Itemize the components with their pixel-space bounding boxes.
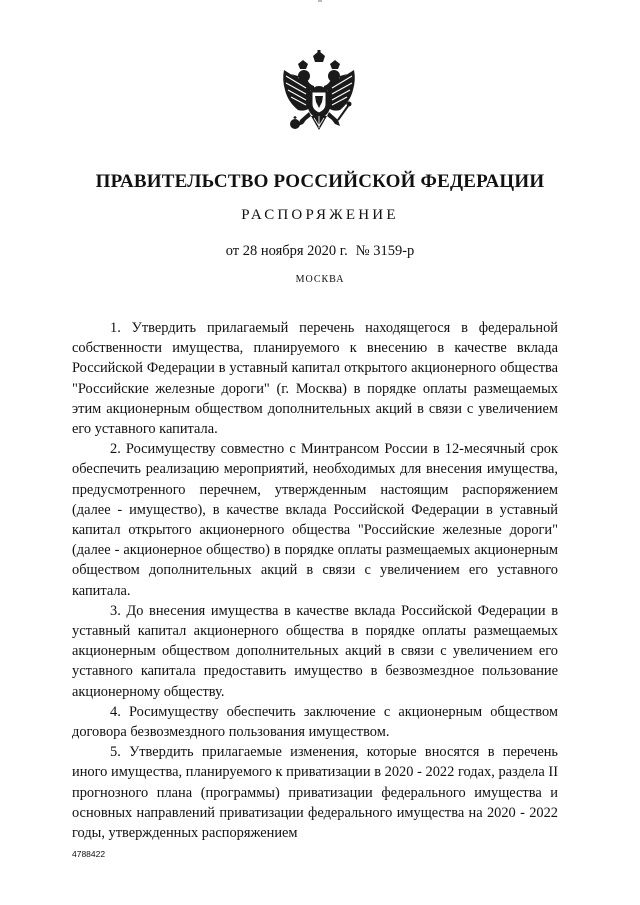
document-type: РАСПОРЯЖЕНИЕ (241, 207, 399, 223)
document-date-line (0, 243, 640, 260)
paragraph-4: 4. Росимуществу обеспечить заключение с акционерным обществом договора безвозмездного пользования имуществом. (72, 703, 558, 741)
document-date: от 28 ноября 2020 г. (225, 243, 348, 259)
paragraph-5: 5. Утвердить прилагаемые изменения, которые вносятся в перечень иного имущества, планируемого к приватизации в 2020 - 2022 годах, раздела II прогнозного плана (программы) приватизации федерального имущества и основных направлений приватизации федерального имущества на 2020 - 2022 годы, утвержденных распоряжением (72, 744, 558, 842)
footer-document-code: 4788422 (72, 849, 106, 859)
document-city: МОСКВА (295, 274, 345, 285)
document-number: № 3159-р (355, 243, 415, 259)
russian-coat-of-arms-icon (276, 50, 362, 142)
government-title: ПРАВИТЕЛЬСТВО РОССИЙСКОЙ ФЕДЕРАЦИИ (95, 171, 545, 192)
paragraph-3: 3. До внесения имущества в качестве вклада Российской Федерации в уставный капитал акционерного общества в порядке оплаты размещаемых акционерным обществом дополнительных акций в связи с увеличением его уставного капитала предоставить имущество в безвозмездное пользование акционерному обществу. (72, 602, 558, 700)
paragraph-1: 1. Утвердить прилагаемый перечень находящегося в федеральной собственности имущества, планируемого к внесению в качестве вклада Российской Федерации в уставный капитал открытого акционерного общества "Российские железные дороги" (г. Москва) в порядке оплаты размещаемых этим акционерным обществом дополнительных акций в связи с увеличением его уставного капитала. (72, 320, 558, 438)
scan-mark (318, 0, 322, 2)
document-body (72, 318, 558, 843)
paragraph-2: 2. Росимуществу совместно с Минтрансом России в 12-месячный срок обеспечить реализацию мероприятий, необходимых для внесения имущества, предусмотренного перечнем, утвержденным настоящим распоряжением (далее - имущество), в качестве вклада Российской Федерации в уставный капитал открытого акционерного общества "Российские железные дороги" (далее - акционерное общество) в порядке оплаты размещаемых акционерным обществом дополнительных акций в связи с увеличением его уставного капитала. (72, 441, 558, 599)
